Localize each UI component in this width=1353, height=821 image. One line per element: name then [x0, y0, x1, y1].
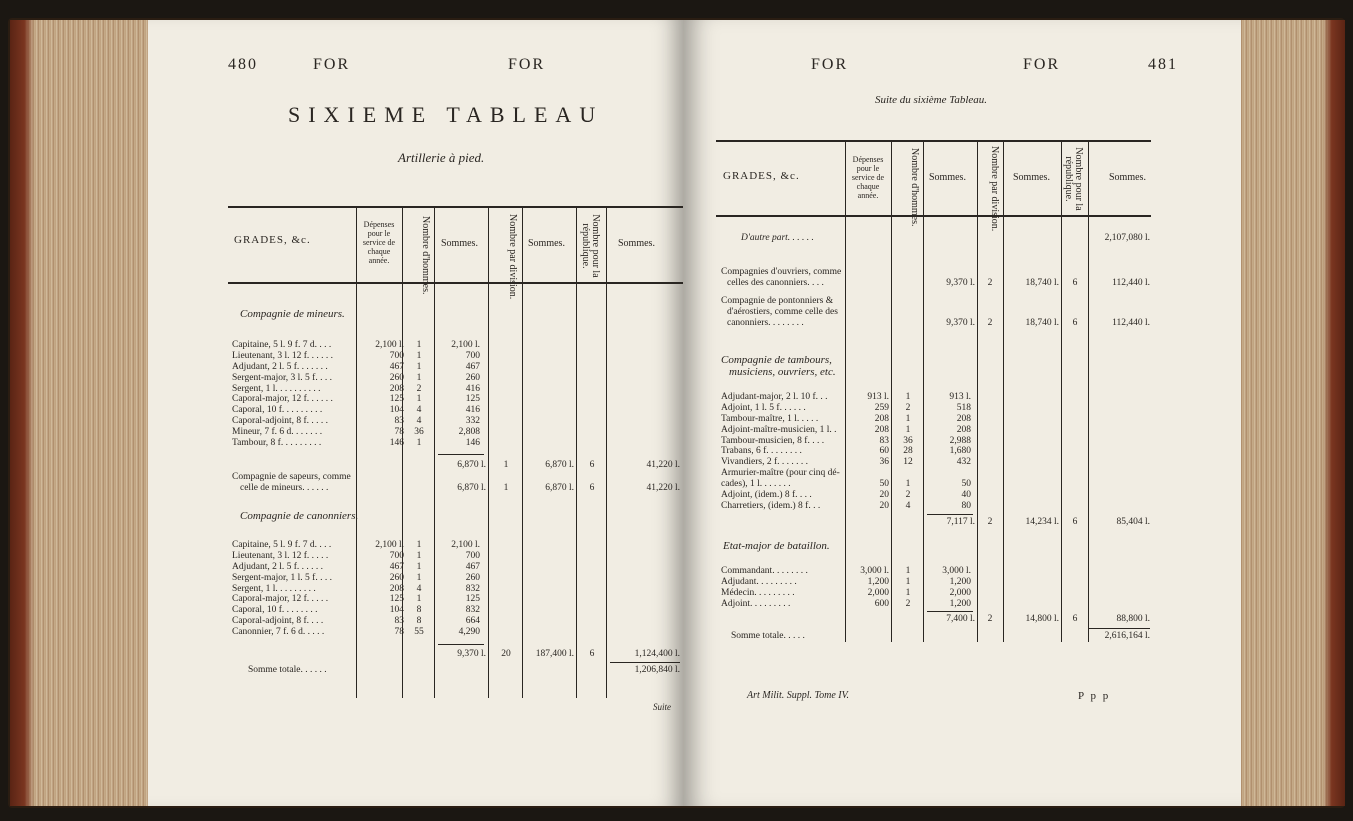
row-sommes: 832: [465, 583, 480, 594]
total-rule: [1088, 628, 1150, 629]
row-label: Adjudant, 2 l. 5 f. . . . . .: [232, 561, 324, 572]
row-label: Adjudant-major, 2 l. 10 f. . .: [721, 392, 828, 402]
row-sommes: 3,000 l.: [942, 566, 971, 576]
etat-major-rows: [716, 566, 1156, 610]
row-nombre: 1: [416, 361, 422, 372]
row-depense: 600: [874, 598, 889, 609]
ouvriers-total-sommes: 9,370 l.: [946, 278, 975, 288]
table-row: [228, 373, 683, 384]
header-rule-top: [228, 206, 683, 208]
row-label: Sergent, 1 l. . . . . . . . .: [232, 583, 316, 594]
row-nombre: 4: [905, 500, 911, 511]
row-nombre: 1: [905, 479, 911, 490]
etat-total-republique: 6: [1072, 614, 1078, 624]
row-sommes: 913 l.: [949, 392, 971, 402]
row-label: Caporal, 10 f. . . . . . . .: [232, 605, 318, 616]
canonniers-rows: [228, 540, 683, 638]
row-depense: 700: [389, 550, 404, 561]
catchword: Suite: [653, 702, 671, 712]
row-nombre: 4: [416, 405, 422, 416]
sapeurs-label: Compagnie de sapeurs, comme: [232, 472, 351, 482]
pontonniers-total-division: 2: [987, 318, 993, 328]
mineurs-total-sommes: 6,870 l.: [457, 460, 486, 470]
row-depense: 208: [389, 383, 404, 394]
row-label: Caporal-major, 12 f. . . . .: [232, 594, 329, 605]
col-header-sommes: Sommes.: [618, 238, 655, 249]
section-heading-etat-major: Etat-major de bataillon.: [723, 540, 830, 552]
col-header-nombre-hommes: Nombre d'hommes.: [909, 148, 920, 227]
row-nombre: 1: [905, 566, 911, 576]
row-nombre: 1: [416, 394, 422, 405]
section-heading-canonniers: Compagnie de canonniers.: [240, 510, 359, 522]
row-sommes: 2,100 l.: [451, 340, 480, 350]
row-label: cades), 1 l. . . . . . .: [721, 479, 791, 490]
row-sommes: 260: [465, 372, 480, 383]
col-header-nombre-division: Nombre par division.: [507, 214, 518, 300]
etat-total-sommes3: 88,800 l.: [1116, 614, 1150, 624]
row-label: Capitaine, 5 l. 9 f. 7 d. . . .: [232, 340, 332, 350]
table-row: [228, 362, 683, 373]
row-sommes: 700: [465, 350, 480, 361]
row-depense: 20: [879, 490, 889, 501]
sapeurs-total-sommes3: 41,220 l.: [646, 483, 680, 493]
row-label: Adjudant. . . . . . . . .: [721, 576, 797, 587]
row-nombre: 2: [905, 402, 911, 413]
canonniers-total-division: 20: [501, 649, 511, 659]
dautre-part-label: D'autre part. . . . . .: [741, 233, 814, 243]
row-nombre: 4: [416, 583, 422, 594]
row-depense: 1,200: [867, 576, 889, 587]
tambours-total-republique: 6: [1072, 517, 1078, 527]
row-nombre: 1: [416, 340, 422, 350]
mineurs-rows: [228, 340, 683, 449]
col-header-nombre-division: Nombre par division.: [989, 146, 1000, 232]
row-label: Sergent-major, 1 l. 5 f. . . .: [232, 572, 332, 583]
row-depense: 83: [394, 616, 404, 627]
table-row: [228, 405, 683, 416]
table-row: [228, 605, 683, 616]
row-depense: 208: [874, 424, 889, 435]
table-row: [716, 566, 1156, 577]
somme-totale-value: 1,206,840 l.: [634, 665, 680, 675]
sapeurs-total-division: 1: [503, 483, 509, 493]
col-header-sommes: Sommes.: [1013, 172, 1050, 183]
row-nombre: 55: [414, 627, 424, 638]
row-nombre: 1: [905, 576, 911, 587]
row-label: Sergent-major, 3 l. 5 f. . . .: [232, 372, 332, 383]
row-nombre: 1: [905, 392, 911, 402]
mineurs-total-division: 1: [503, 460, 509, 470]
row-nombre: 4: [416, 416, 422, 427]
running-head: FOR: [508, 56, 546, 73]
col-header-sommes: Sommes.: [441, 238, 478, 249]
row-depense: 913 l.: [867, 392, 889, 402]
row-nombre: 1: [416, 594, 422, 605]
section-heading-tambours: musiciens, ouvriers, etc.: [729, 366, 836, 378]
row-nombre: 12: [903, 457, 913, 468]
table-row: [228, 340, 683, 351]
row-sommes: 208: [956, 424, 971, 435]
table-row: [228, 438, 683, 449]
running-head: FOR: [313, 56, 351, 73]
row-depense: 260: [389, 572, 404, 583]
row-sommes: 2,100 l.: [451, 540, 480, 550]
row-sommes: 260: [465, 572, 480, 583]
row-depense: 60: [879, 446, 889, 457]
sapeurs-total-republique: 6: [589, 483, 595, 493]
row-depense: 83: [879, 435, 889, 446]
row-nombre: 1: [905, 587, 911, 598]
row-depense: 467: [389, 561, 404, 572]
row-depense: 20: [879, 500, 889, 511]
col-header-sommes: Sommes.: [528, 238, 565, 249]
row-nombre: 1: [905, 413, 911, 424]
pontonniers-total-republique: 6: [1072, 318, 1078, 328]
row-nombre: 1: [416, 372, 422, 383]
running-head: FOR: [811, 56, 849, 73]
row-nombre: 2: [905, 598, 911, 609]
col-header-depenses: Dépenses pour le service de chaque année.: [851, 155, 885, 200]
header-rule-bottom: [716, 215, 1151, 217]
table-row: [228, 384, 683, 395]
table-row: [228, 573, 683, 584]
total-rule: [610, 662, 680, 663]
table-row: [716, 490, 1156, 501]
row-label: Tambour, 8 f. . . . . . . . .: [232, 438, 322, 449]
row-depense: 125: [389, 394, 404, 405]
row-label: Adjudant, 2 l. 5 f. . . . . . .: [232, 361, 328, 372]
row-depense: 208: [389, 583, 404, 594]
signature-mark: P p p: [1078, 690, 1111, 702]
row-sommes: 40: [961, 490, 971, 501]
row-nombre: 36: [903, 435, 913, 446]
row-nombre: 1: [416, 561, 422, 572]
left-page: [148, 20, 683, 806]
row-nombre: 1: [416, 572, 422, 583]
pontonniers-total-sommes: 9,370 l.: [946, 318, 975, 328]
right-page: [683, 20, 1241, 806]
row-sommes: 80: [961, 500, 971, 511]
row-label: Mineur, 7 f. 6 d. . . . . . .: [232, 427, 323, 438]
subtotal-rule: [438, 644, 484, 645]
table-row: [716, 446, 1156, 457]
ouvriers-label: celles des canonniers. . . .: [727, 278, 824, 288]
tambours-total-sommes3: 85,404 l.: [1116, 517, 1150, 527]
ouvriers-total-sommes3: 112,440 l.: [1112, 278, 1150, 288]
row-sommes: 664: [465, 616, 480, 627]
table-row: [228, 416, 683, 427]
row-depense: 50: [879, 479, 889, 490]
signature-line: Art Milit. Suppl. Tome IV.: [747, 690, 849, 701]
mineurs-total-sommes2: 6,870 l.: [545, 460, 574, 470]
subtotal-rule: [927, 514, 973, 515]
section-heading-tambours: Compagnie de tambours,: [721, 354, 832, 366]
canonniers-total-sommes: 9,370 l.: [457, 649, 486, 659]
row-nombre: 1: [416, 438, 422, 449]
subtotal-rule: [438, 454, 484, 455]
row-depense: 83: [394, 416, 404, 427]
row-nombre: 1: [416, 350, 422, 361]
table-row: [228, 594, 683, 605]
col-header-nombre-republique: Nombre pour la république.: [580, 214, 601, 278]
table-row: [228, 427, 683, 438]
row-sommes: 416: [465, 405, 480, 416]
pontonniers-label: Compagnie de pontonniers &: [721, 296, 834, 306]
table-subtitle: Suite du sixième Tableau.: [875, 94, 988, 106]
row-depense: 78: [394, 627, 404, 638]
row-depense: 104: [389, 605, 404, 616]
row-label: Canonnier, 7 f. 6 d. . . . .: [232, 627, 325, 638]
sapeurs-total-sommes2: 6,870 l.: [545, 483, 574, 493]
somme-totale-label: Somme totale. . . . . .: [248, 665, 327, 675]
header-rule-bottom: [228, 282, 683, 284]
pontonniers-total-sommes3: 112,440 l.: [1112, 318, 1150, 328]
table-row: [716, 457, 1156, 468]
row-sommes: 1,680: [949, 446, 971, 457]
row-sommes: 2,808: [458, 427, 480, 438]
sapeurs-total-sommes: 6,870 l.: [457, 483, 486, 493]
row-label: Caporal-adjoint, 8 f. . . . .: [232, 416, 329, 427]
row-sommes: 432: [956, 457, 971, 468]
ouvriers-total-sommes2: 18,740 l.: [1025, 278, 1059, 288]
table-row: [716, 425, 1156, 436]
page-number-right: 481: [1148, 56, 1178, 73]
row-nombre: 1: [416, 550, 422, 561]
row-depense: 2,100 l.: [375, 340, 404, 350]
table-row: [228, 627, 683, 638]
row-sommes: 467: [465, 561, 480, 572]
right-page-edges: [1233, 20, 1345, 806]
row-label: Commandant. . . . . . . .: [721, 566, 808, 576]
row-label: Adjoint, (idem.) 8 f. . . .: [721, 490, 812, 501]
somme-totale-value: 2,616,164 l.: [1104, 631, 1150, 641]
row-label: Adjoint. . . . . . . . .: [721, 598, 791, 609]
row-label: Lieutenant, 3 l. 12 f. . . . . .: [232, 350, 334, 361]
row-sommes: 832: [465, 605, 480, 616]
row-sommes: 125: [465, 594, 480, 605]
table-row: [716, 436, 1156, 447]
row-sommes: 2,000: [949, 587, 971, 598]
sapeurs-label: celle de mineurs. . . . . .: [240, 483, 329, 493]
col-header-sommes: Sommes.: [1109, 172, 1146, 183]
row-nombre: 2: [905, 490, 911, 501]
table-row: [716, 588, 1156, 599]
row-depense: 3,000 l.: [860, 566, 889, 576]
row-sommes: 332: [465, 416, 480, 427]
row-sommes: 125: [465, 394, 480, 405]
page-number-left: 480: [228, 56, 258, 73]
row-nombre: 36: [414, 427, 424, 438]
ouvriers-total-republique: 6: [1072, 278, 1078, 288]
left-page-edges: [10, 20, 150, 806]
row-depense: 2,000: [867, 587, 889, 598]
pontonniers-total-sommes2: 18,740 l.: [1025, 318, 1059, 328]
ouvriers-total-division: 2: [987, 278, 993, 288]
col-header-grades: GRADES, &c.: [723, 170, 800, 182]
pontonniers-label: d'aérostiers, comme celle des: [727, 307, 838, 317]
row-sommes: 700: [465, 550, 480, 561]
table-row: [716, 577, 1156, 588]
row-sommes: 1,200: [949, 576, 971, 587]
etat-total-division: 2: [987, 614, 993, 624]
running-head: FOR: [1023, 56, 1061, 73]
canonniers-total-republique: 6: [589, 649, 595, 659]
table-row: [228, 584, 683, 595]
canonniers-total-sommes2: 187,400 l.: [535, 649, 574, 659]
table-row: [228, 540, 683, 551]
row-label: Caporal, 10 f. . . . . . . . .: [232, 405, 323, 416]
row-sommes: 1,200: [949, 598, 971, 609]
tambours-total-sommes: 7,117 l.: [946, 517, 975, 527]
row-nombre: 8: [416, 616, 422, 627]
row-depense: 467: [389, 361, 404, 372]
row-label: Tambour-musicien, 8 f. . . .: [721, 435, 825, 446]
row-label: Tambour-maître, 1 l. . . . .: [721, 413, 819, 424]
table-row: [716, 599, 1156, 610]
table-row: [716, 501, 1156, 512]
row-depense: 125: [389, 594, 404, 605]
table-row: [716, 479, 1156, 490]
row-sommes: 146: [465, 438, 480, 449]
mineurs-total-sommes3: 41,220 l.: [646, 460, 680, 470]
row-sommes: 50: [961, 479, 971, 490]
row-sommes: 208: [956, 413, 971, 424]
row-depense: 208: [874, 413, 889, 424]
row-depense: 259: [874, 402, 889, 413]
row-label: Lieutenant, 3 l. 12 f. . . . .: [232, 550, 329, 561]
table-row: [716, 468, 1156, 479]
mineurs-total-republique: 6: [589, 460, 595, 470]
row-label: Vivandiers, 2 f. . . . . . .: [721, 457, 809, 468]
canonniers-total-sommes3: 1,124,400 l.: [634, 649, 680, 659]
somme-totale-label: Somme totale. . . . .: [731, 631, 805, 641]
table-row: [716, 403, 1156, 414]
row-depense: 2,100 l.: [375, 540, 404, 550]
row-label: Adjoint, 1 l. 5 f. . . . . .: [721, 402, 806, 413]
row-nombre: 8: [416, 605, 422, 616]
col-header-sommes: Sommes.: [929, 172, 966, 183]
dautre-part-value: 2,107,080 l.: [1104, 233, 1150, 243]
tambours-total-division: 2: [987, 517, 993, 527]
row-label: Adjoint-maître-musicien, 1 l. .: [721, 424, 837, 435]
table-row: [228, 551, 683, 562]
etat-total-sommes: 7,400 l.: [946, 614, 975, 624]
table-row: [716, 414, 1156, 425]
col-header-depenses: Dépenses pour le service de chaque année.: [362, 220, 396, 265]
row-sommes: 467: [465, 361, 480, 372]
row-depense: 78: [394, 427, 404, 438]
table-row: [228, 616, 683, 627]
tambours-total-sommes2: 14,234 l.: [1025, 517, 1059, 527]
etat-total-sommes2: 14,800 l.: [1025, 614, 1059, 624]
header-rule-top: [716, 140, 1151, 142]
row-nombre: 2: [416, 383, 422, 394]
row-depense: 36: [879, 457, 889, 468]
tambours-rows: [716, 392, 1156, 512]
row-label: Sergent, 1 l. . . . . . . . . .: [232, 383, 321, 394]
row-label: Trabans, 6 f. . . . . . . .: [721, 446, 802, 457]
col-header-nombre-hommes: Nombre d'hommes.: [420, 216, 431, 295]
row-label: Caporal-adjoint, 8 f. . . .: [232, 616, 324, 627]
row-sommes: 518: [956, 402, 971, 413]
col-header-nombre-republique: Nombre pour la république.: [1063, 147, 1084, 211]
row-label: Médecin. . . . . . . . .: [721, 587, 795, 598]
row-depense: 700: [389, 350, 404, 361]
row-nombre: 1: [905, 424, 911, 435]
row-depense: 104: [389, 405, 404, 416]
row-label: Capitaine, 5 l. 9 f. 7 d. . . .: [232, 540, 332, 550]
row-nombre: 1: [416, 540, 422, 550]
row-nombre: 28: [903, 446, 913, 457]
row-depense: 146: [389, 438, 404, 449]
table-row: [228, 394, 683, 405]
row-label: Caporal-major, 12 f. . . . . .: [232, 394, 333, 405]
row-label: Charretiers, (idem.) 8 f. . .: [721, 500, 821, 511]
subtotal-rule: [927, 611, 973, 612]
row-sommes: 2,988: [949, 435, 971, 446]
row-label: Armurier-maître (pour cinq dé-: [721, 468, 840, 479]
table-row: [228, 351, 683, 362]
table-title: SIXIEME TABLEAU: [288, 102, 604, 127]
row-depense: 260: [389, 372, 404, 383]
table-row: [716, 392, 1156, 403]
ouvriers-label: Compagnies d'ouvriers, comme: [721, 267, 842, 277]
row-sommes: 4,290: [458, 627, 480, 638]
table-subtitle: Artillerie à pied.: [398, 150, 485, 165]
section-heading-mineurs: Compagnie de mineurs.: [240, 308, 345, 320]
col-header-grades: GRADES, &c.: [234, 234, 311, 246]
pontonniers-label: canonniers. . . . . . . .: [727, 318, 804, 328]
table-row: [228, 562, 683, 573]
row-sommes: 416: [465, 383, 480, 394]
